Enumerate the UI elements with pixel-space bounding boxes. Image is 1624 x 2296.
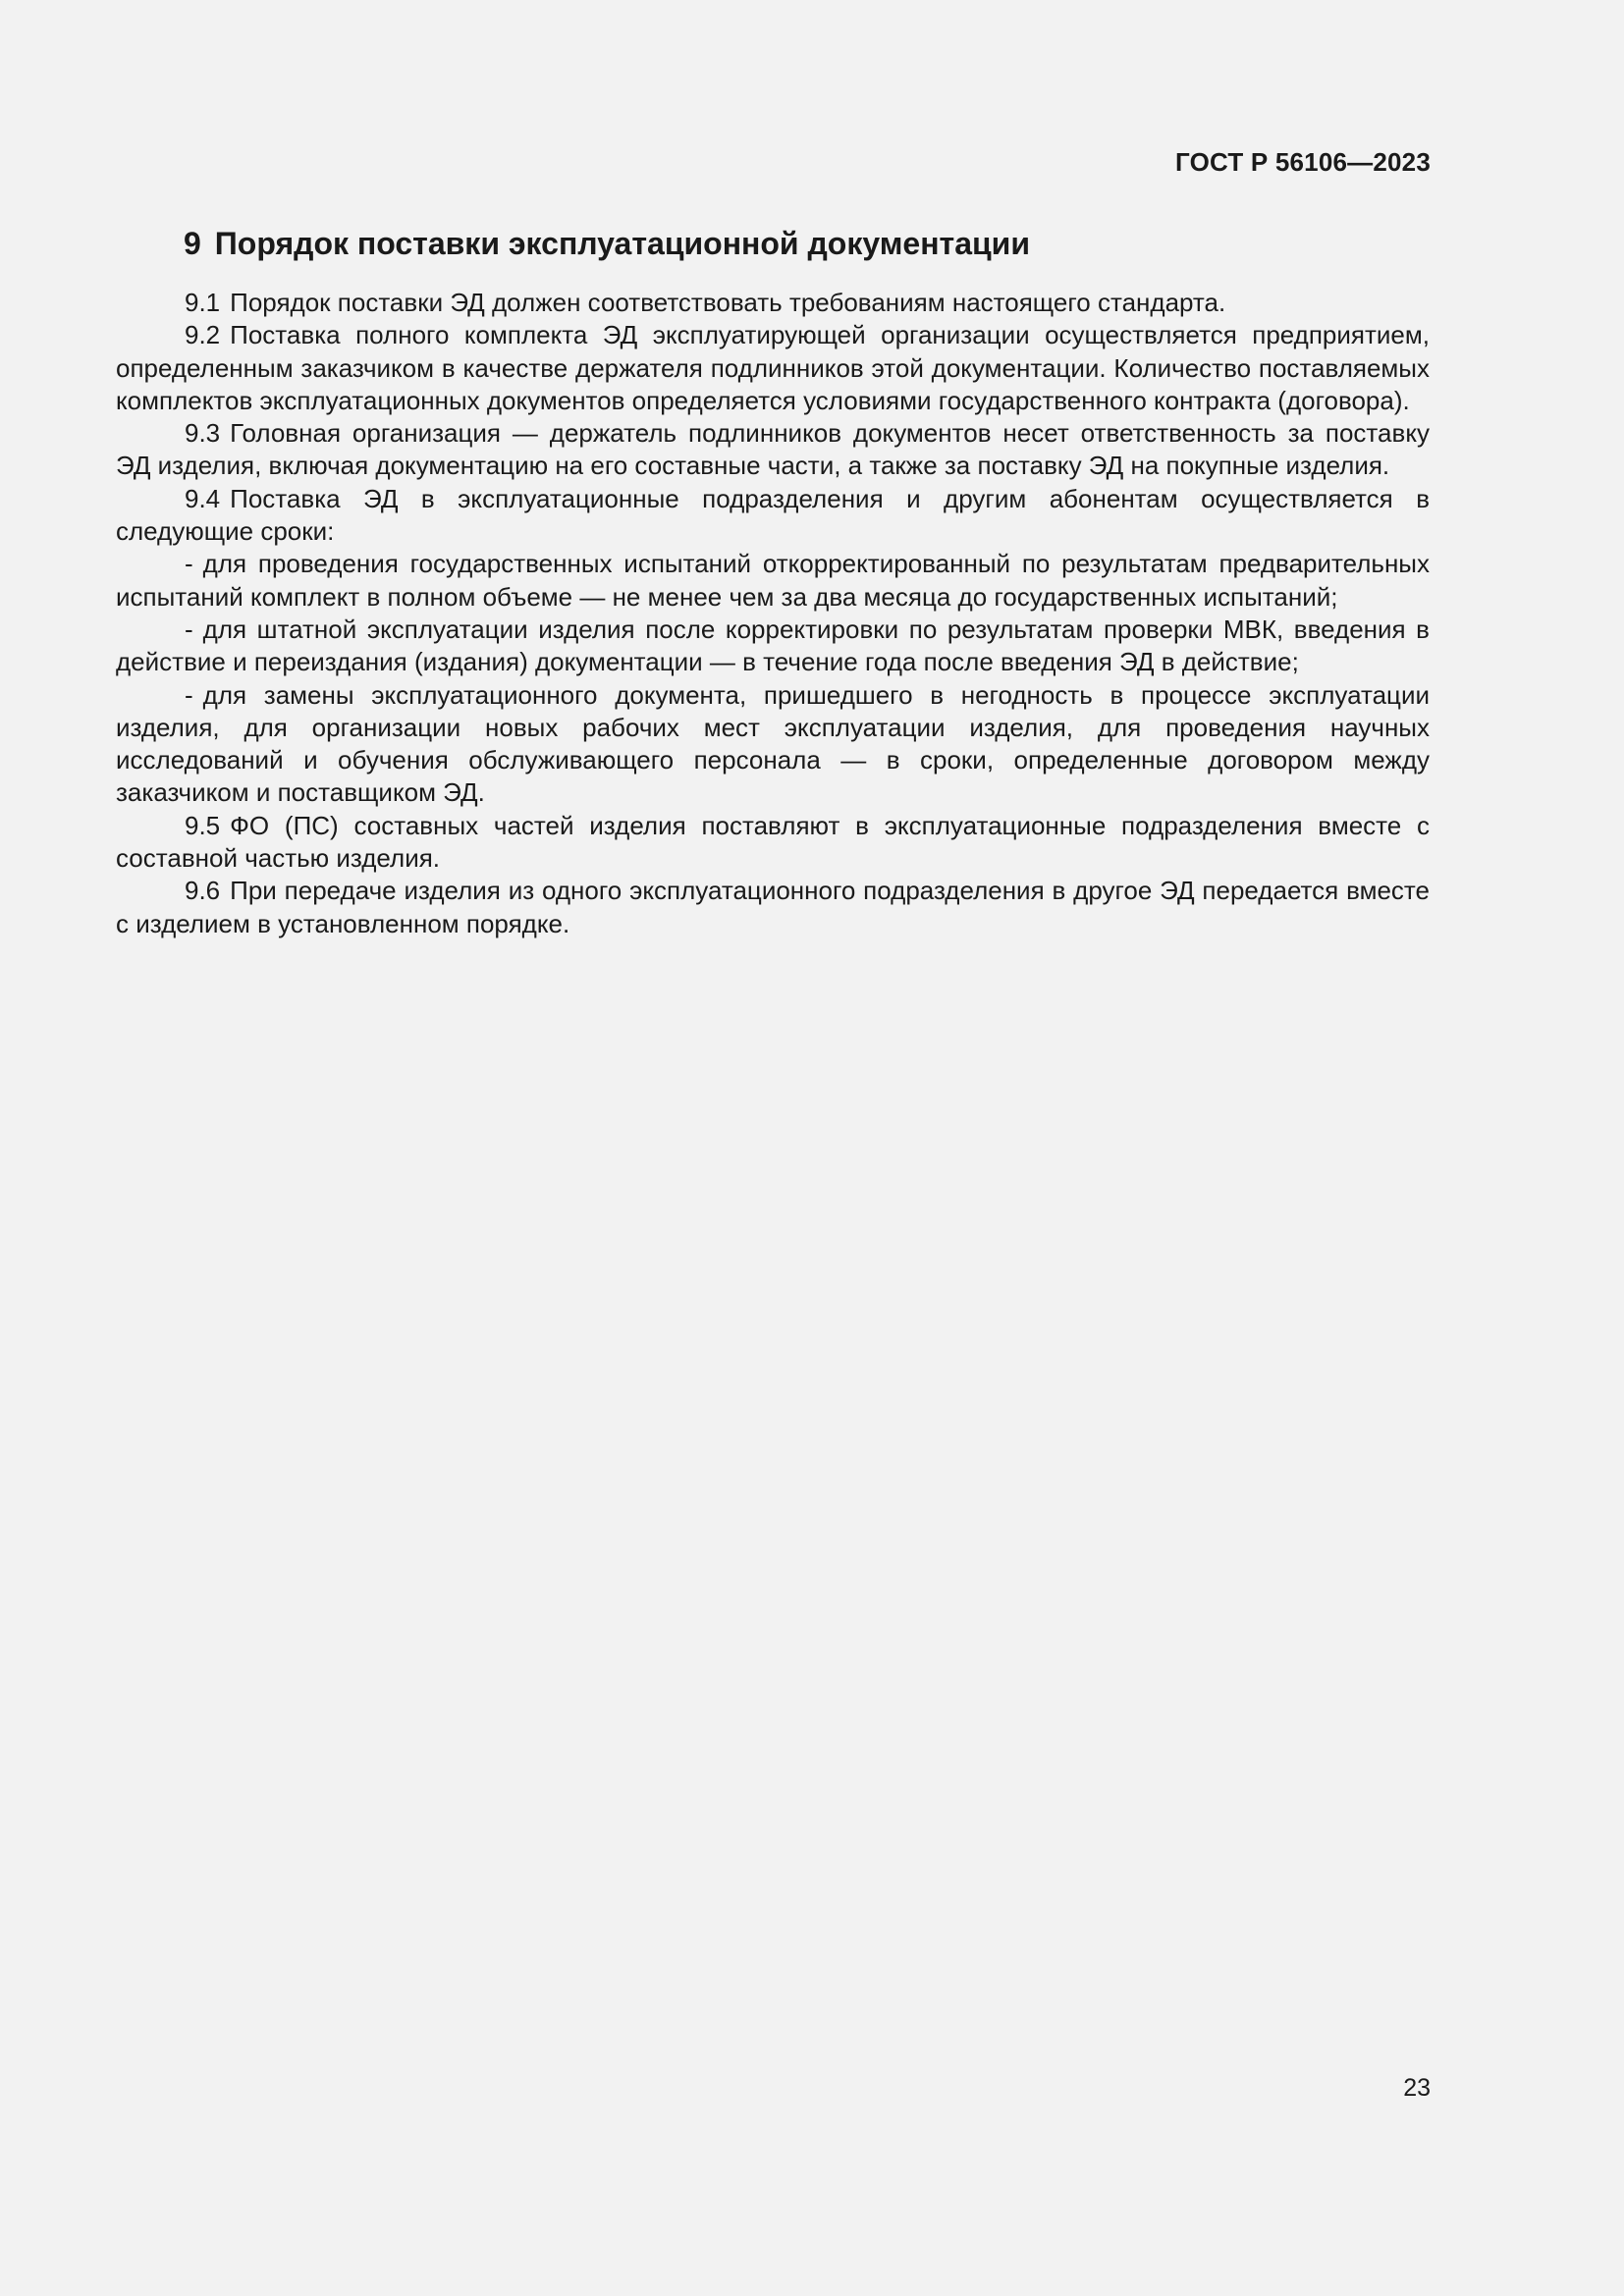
- paragraph-text: ФО (ПС) составных частей изделия поставляют в эксплуатационные подразделения вместе с составной частью изделия.: [116, 810, 1430, 874]
- list-item: [116, 614, 1430, 679]
- paragraph-number: 9.1: [185, 288, 221, 317]
- section-heading: [184, 224, 1030, 263]
- paragraph-number: 9.4: [185, 483, 221, 513]
- paragraph-text: Поставка ЭД в эксплуатационные подразделения и другим абонентам осуществляется в следующие сроки:: [116, 483, 1430, 547]
- section-number: 9: [184, 226, 201, 261]
- paragraph-text: Головная организация — держатель подлинников документов несет ответственность за поставку ЭД изделия, включая документацию на его составные части, а также за поставку ЭД на покупные изделия.: [116, 418, 1430, 481]
- list-item-text: для замены эксплуатационного документа, пришедшего в негодность в процессе эксплуатации изделия, для организации новых рабочих мест эксплуатации изделия, для проведения научных исследований и обучения обслуживающего персонала — в сроки, определенные договором между заказчиком и поставщиком ЭД.: [116, 679, 1430, 808]
- list-item: [116, 679, 1430, 810]
- paragraph-text: Поставка полного комплекта ЭД эксплуатирующей организации осуществляется предприятием, определенным заказчиком в качестве держателя подлинников этой документации. Количество поставляемых комплектов эксплуатационных документов определяется условиями государственного контракта (договора).: [116, 320, 1430, 415]
- paragraph-9-2: [116, 319, 1430, 417]
- paragraph-text: Порядок поставки ЭД должен соответствовать требованиям настоящего стандарта.: [230, 288, 1226, 317]
- paragraph-9-5: [116, 810, 1430, 876]
- paragraph-number: 9.6: [185, 876, 221, 906]
- section-body: [116, 287, 1430, 940]
- document-code: ГОСТ Р 56106—2023: [1175, 147, 1431, 177]
- list-bullet: -: [185, 614, 193, 644]
- paragraph-9-1: [116, 287, 1430, 319]
- paragraph-number: 9.5: [185, 810, 221, 840]
- list-bullet: -: [185, 679, 193, 710]
- paragraph-9-6: [116, 875, 1430, 940]
- section-title: Порядок поставки эксплуатационной документации: [214, 226, 1030, 261]
- list-bullet: -: [185, 549, 193, 579]
- paragraph-9-4: [116, 483, 1430, 549]
- paragraph-9-3: [116, 417, 1430, 483]
- list-item-text: для проведения государственных испытаний откорректированный по результатам предварительных испытаний комплект в полном объеме — не менее чем за два месяца до государственных испытаний;: [116, 549, 1430, 612]
- page-number: 23: [1403, 2074, 1431, 2102]
- paragraph-text: При передаче изделия из одного эксплуатационного подразделения в другое ЭД передается вместе с изделием в установленном порядке.: [116, 876, 1430, 938]
- paragraph-number: 9.3: [185, 418, 221, 449]
- list-item-text: для штатной эксплуатации изделия после корректировки по результатам проверки МВК, введения в действие и переиздания (издания) документации — в течение года после введения ЭД в действие;: [116, 614, 1430, 677]
- list-item: [116, 548, 1430, 614]
- paragraph-number: 9.2: [185, 320, 221, 350]
